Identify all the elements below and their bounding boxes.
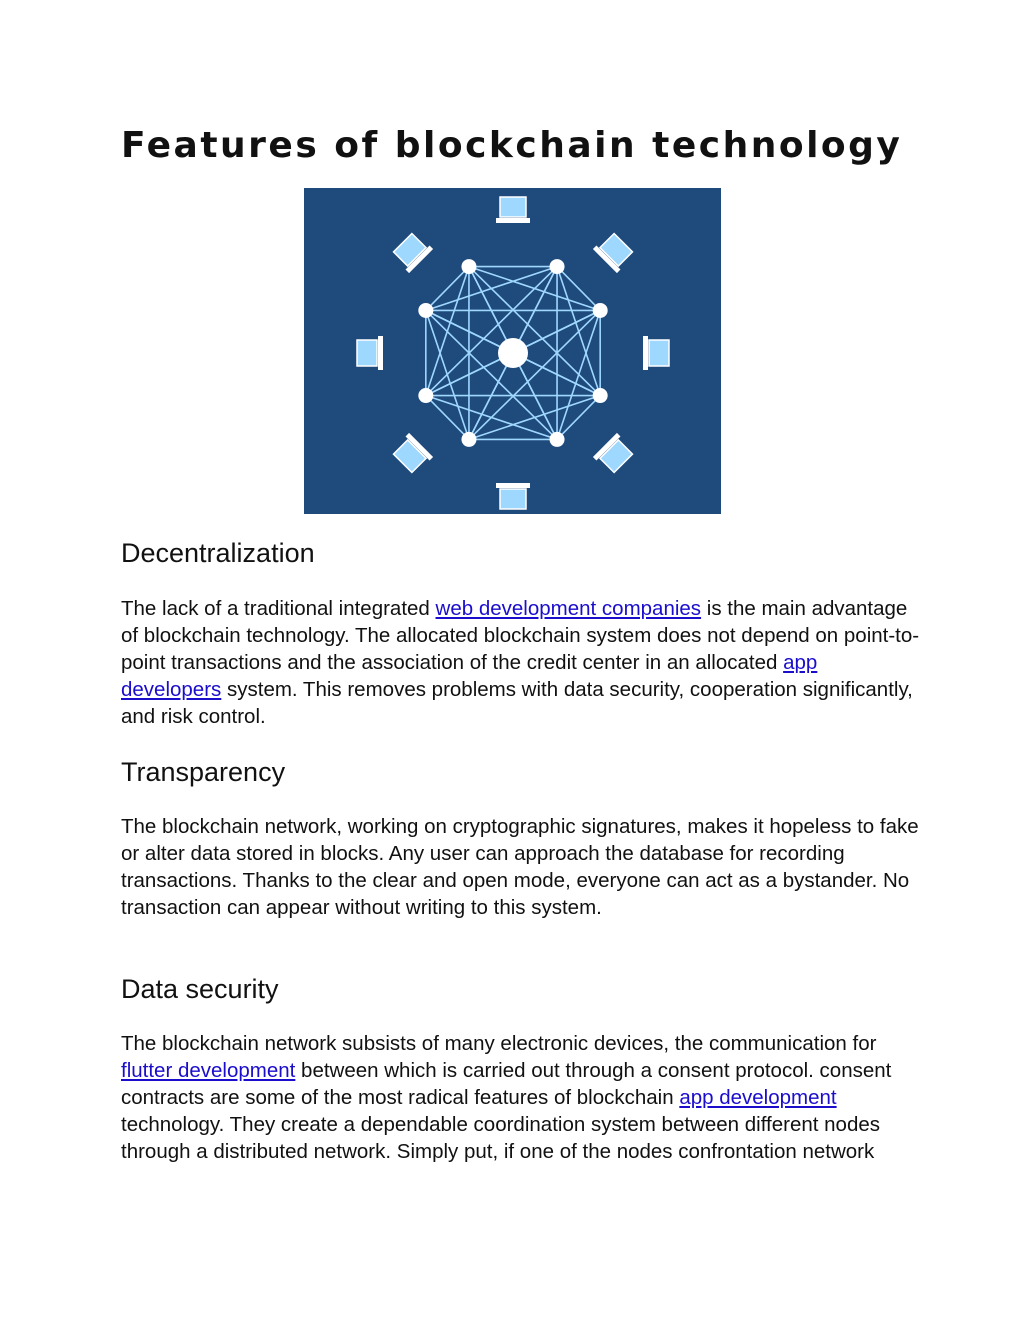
network-node (418, 303, 433, 318)
network-node (418, 388, 433, 403)
text-run: is the main advantage of blockchain technology. The allocated blockchain system does not depend on point-to-point transactions and the association of the credit center in an allocated (121, 597, 920, 674)
network-center-node (498, 338, 528, 368)
laptop-icon (357, 336, 383, 370)
text-run: between which is carried out through a consent protocol. consent contracts are some of the most radical features of blockchain (121, 1059, 892, 1109)
blockchain-network-icon (304, 188, 721, 514)
network-node (593, 388, 608, 403)
laptop-icon (593, 433, 635, 475)
heading-data-security: Data security (121, 974, 279, 1004)
laptop-icon (496, 197, 530, 223)
paragraph-decentralization (121, 595, 921, 730)
network-node (461, 432, 476, 447)
network-node (593, 303, 608, 318)
laptop-icon (391, 231, 433, 273)
paragraph-transparency (121, 813, 921, 921)
network-node (461, 259, 476, 274)
laptop-icon (391, 433, 433, 475)
link-app-developers[interactable]: app developers (121, 651, 818, 701)
blockchain-network-figure (304, 188, 721, 514)
network-node (550, 432, 565, 447)
heading-decentralization: Decentralization (121, 538, 315, 568)
link-web-development-companies[interactable]: web development companies (435, 597, 702, 620)
link-app-development[interactable]: app development (679, 1086, 837, 1109)
page-title: Features of blockchain technology (121, 125, 903, 166)
text-run: The blockchain network subsists of many electronic devices, the communication for (121, 1032, 877, 1055)
text-run: technology. They create a dependable coordination system between different nodes through a distributed network. Simply put, if one of the nodes confrontation network (121, 1113, 881, 1163)
network-node (550, 259, 565, 274)
paragraph-data-security (121, 1030, 921, 1165)
heading-transparency: Transparency (121, 757, 286, 787)
link-flutter-development[interactable]: flutter development (121, 1059, 296, 1082)
text-run: system. This removes problems with data security, cooperation significantly, and risk control. (121, 678, 913, 728)
laptop-icon (496, 483, 530, 509)
text-run: The blockchain network, working on cryptographic signatures, makes it hopeless to fake or alter data stored in blocks. Any user can approach the database for recording transactions. Thanks to the clear and open mode, everyone can act as a bystander. No transaction can appear without writing to this system. (121, 815, 919, 919)
laptop-icon (643, 336, 669, 370)
laptop-icon (593, 231, 635, 273)
text-run: The lack of a traditional integrated (121, 597, 436, 620)
